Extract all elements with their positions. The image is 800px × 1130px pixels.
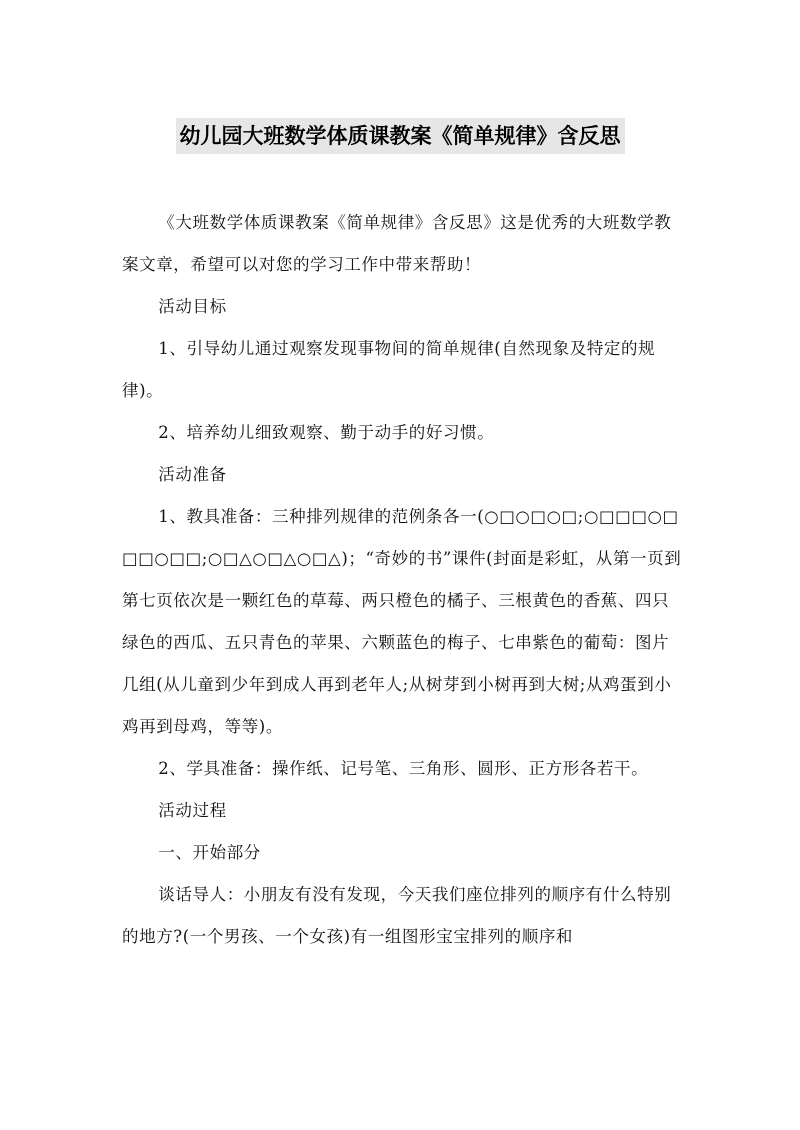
heading-opening-part: 一、开始部分 — [158, 843, 261, 862]
paragraph-conversation-intro: 谈话导人：小朋友有没有发现，今天我们座位排列的顺序有什么特别的地方?(一个男孩、一个女孩)有一组图形宝宝排列的顺序和 — [122, 885, 672, 946]
document-body — [122, 202, 682, 958]
document-title: 幼儿园大班数学体质课教案《简单规律》含反思 — [176, 118, 625, 154]
paragraph-intro: 《大班数学体质课教案《简单规律》含反思》这是优秀的大班数学教案文章，希望可以对您的学习工作中带来帮助！ — [122, 213, 672, 274]
heading-activity-process: 活动过程 — [158, 801, 227, 820]
title-container — [0, 118, 800, 154]
heading-activity-preparation: 活动准备 — [158, 465, 227, 484]
paragraph-goal-1: 1、引导幼儿通过观察发现事物间的简单规律(自然现象及特定的规律)。 — [122, 339, 656, 400]
paragraph-teaching-aids: 1、教具准备：三种排列规律的范例条各一(○□○□○□;○□□□○□□□○□□;○□△○□△○□△)；“奇妙的书”课件(封面是彩虹，从第一页到第七页依次是一颗红色的草莓、两只橙色的橘子、三根黄色的香蕉、四只绿色的西瓜、五只青色的苹果、六颗蓝色的梅子、七串紫色的葡萄：图片几组(从儿童到少年到成人再到老年人;从树芽到小树再到大树;从鸡蛋到小鸡再到母鸡，等等)。 — [122, 507, 682, 736]
paragraph-goal-2: 2、培养幼儿细致观察、勤于动手的好习惯。 — [158, 423, 495, 442]
paragraph-learning-aids: 2、学具准备：操作纸、记号笔、三角形、圆形、正方形各若干。 — [158, 759, 649, 778]
heading-activity-goals: 活动目标 — [158, 297, 227, 316]
